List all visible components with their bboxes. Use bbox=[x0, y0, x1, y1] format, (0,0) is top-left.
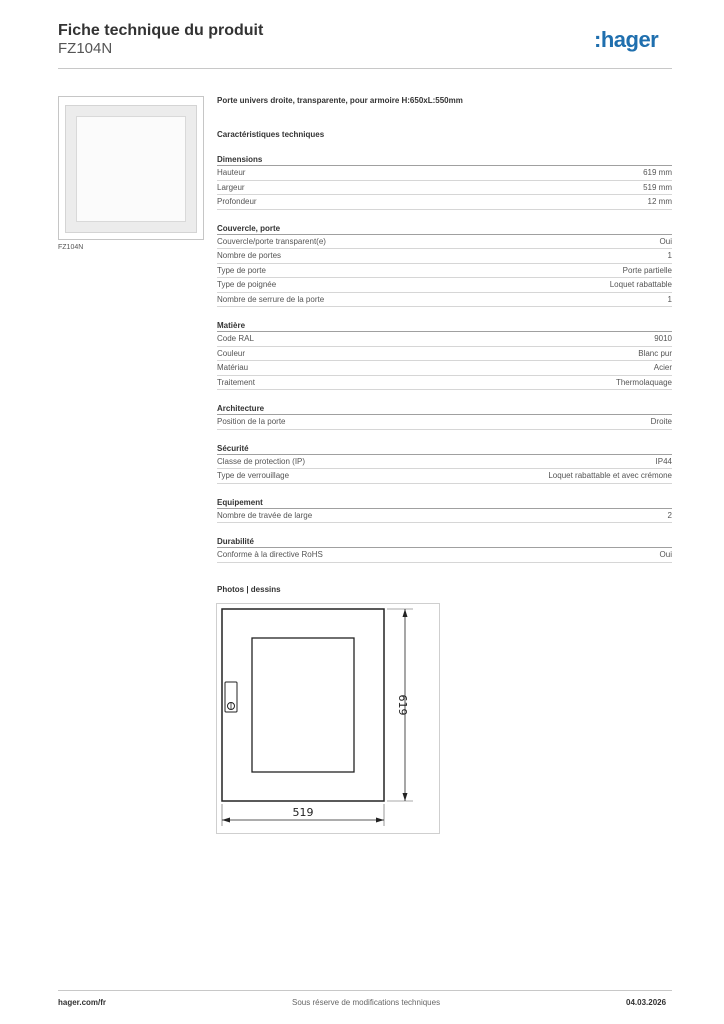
spec-label: Nombre de travée de large bbox=[217, 510, 313, 520]
footer-disclaimer: Sous réserve de modifications techniques bbox=[292, 998, 441, 1007]
spec-label: Type de poignée bbox=[217, 280, 277, 289]
spec-section bbox=[217, 320, 672, 390]
spec-value: Blanc pur bbox=[638, 348, 672, 358]
spec-row bbox=[217, 166, 672, 181]
section-title: Sécurité bbox=[217, 443, 672, 455]
technical-drawing bbox=[216, 603, 440, 834]
product-reference: FZ104N bbox=[58, 40, 113, 57]
spec-row bbox=[217, 469, 672, 484]
spec-row bbox=[217, 347, 672, 362]
spec-label: Profondeur bbox=[217, 197, 257, 206]
section-title: Matière bbox=[217, 320, 672, 332]
page-title: Fiche technique du produit bbox=[58, 22, 264, 39]
spec-label: Nombre de portes bbox=[217, 251, 282, 260]
spec-value: 519 mm bbox=[643, 182, 672, 192]
footer-date: 04.03.2026 bbox=[626, 998, 667, 1007]
spec-row bbox=[217, 235, 672, 250]
product-description: Porte univers droite, transparente, pour armoire H:650xL:550mm bbox=[217, 96, 463, 105]
spec-value: Thermolaquage bbox=[615, 377, 672, 387]
thumbnail-door-frame bbox=[65, 105, 197, 233]
footer-divider bbox=[58, 990, 672, 991]
section-title: Couvercle, porte bbox=[217, 223, 672, 235]
spec-row bbox=[217, 509, 672, 524]
spec-value: 12 mm bbox=[647, 197, 672, 206]
spec-label: Type de verrouillage bbox=[217, 471, 290, 480]
spec-row bbox=[217, 249, 672, 264]
thumbnail-door-glass bbox=[76, 116, 186, 222]
photos-title: Photos | dessins bbox=[217, 585, 281, 594]
spec-row bbox=[217, 361, 672, 376]
spec-value: Oui bbox=[659, 550, 672, 559]
spec-value: Porte partielle bbox=[622, 265, 672, 275]
spec-section bbox=[217, 497, 672, 524]
spec-section bbox=[217, 536, 672, 563]
spec-section bbox=[217, 154, 672, 210]
spec-row bbox=[217, 181, 672, 196]
spec-section bbox=[217, 443, 672, 484]
header-divider bbox=[58, 68, 672, 69]
section-title: Durabilité bbox=[217, 536, 672, 548]
spec-section bbox=[217, 403, 672, 430]
spec-label: Nombre de serrure de la porte bbox=[217, 294, 325, 304]
spec-label: Largeur bbox=[217, 182, 245, 192]
door-window bbox=[252, 638, 354, 772]
arrow-down-icon bbox=[403, 793, 408, 801]
spec-label: Classe de protection (IP) bbox=[217, 456, 306, 466]
hager-logo: :hager bbox=[594, 27, 659, 52]
spec-value: 1 bbox=[667, 251, 672, 260]
spec-value: IP44 bbox=[655, 456, 672, 466]
spec-label: Couleur bbox=[217, 348, 246, 358]
arrow-up-icon bbox=[403, 609, 408, 617]
spec-row bbox=[217, 455, 672, 470]
spec-sections bbox=[217, 154, 672, 563]
spec-label: Conforme à la directive RoHS bbox=[217, 550, 323, 559]
spec-value: Droite bbox=[650, 417, 672, 426]
spec-value: 9010 bbox=[654, 334, 672, 343]
spec-panel bbox=[217, 96, 672, 576]
spec-value: Acier bbox=[653, 363, 672, 372]
spec-value: 2 bbox=[667, 510, 672, 520]
spec-row bbox=[217, 332, 672, 347]
spec-row bbox=[217, 264, 672, 279]
spec-row bbox=[217, 548, 672, 563]
spec-label: Position de la porte bbox=[217, 417, 286, 426]
spec-section bbox=[217, 223, 672, 308]
spec-label: Traitement bbox=[217, 377, 255, 387]
tech-characteristics-title: Caractéristiques techniques bbox=[217, 130, 325, 139]
spec-value: Oui bbox=[659, 236, 672, 246]
section-title: Equipement bbox=[217, 497, 672, 509]
spec-value: Loquet rabattable bbox=[609, 280, 672, 289]
spec-value: 619 mm bbox=[643, 168, 672, 177]
section-title: Architecture bbox=[217, 403, 672, 415]
spec-value: Loquet rabattable et avec crémone bbox=[548, 471, 672, 480]
spec-row bbox=[217, 195, 672, 210]
door-drawing-svg bbox=[217, 604, 441, 835]
thumbnail-caption: FZ104N bbox=[58, 244, 84, 251]
spec-row bbox=[217, 415, 672, 430]
spec-label: Type de porte bbox=[217, 265, 266, 275]
section-title: Dimensions bbox=[217, 154, 672, 166]
spec-label: Code RAL bbox=[217, 334, 254, 343]
spec-row bbox=[217, 293, 672, 308]
spec-row bbox=[217, 376, 672, 391]
product-thumbnail bbox=[58, 96, 204, 240]
footer-website: hager.com/fr bbox=[58, 998, 107, 1007]
spec-label: Hauteur bbox=[217, 168, 246, 177]
height-dimension-label: 619 bbox=[396, 694, 409, 716]
spec-label: Couvercle/porte transparent(e) bbox=[217, 236, 326, 246]
width-dimension-label: 519 bbox=[292, 806, 314, 819]
arrow-right-icon bbox=[376, 818, 384, 823]
spec-label: Matériau bbox=[217, 363, 249, 372]
spec-row bbox=[217, 278, 672, 293]
spec-value: 1 bbox=[667, 294, 672, 304]
arrow-left-icon bbox=[222, 818, 230, 823]
